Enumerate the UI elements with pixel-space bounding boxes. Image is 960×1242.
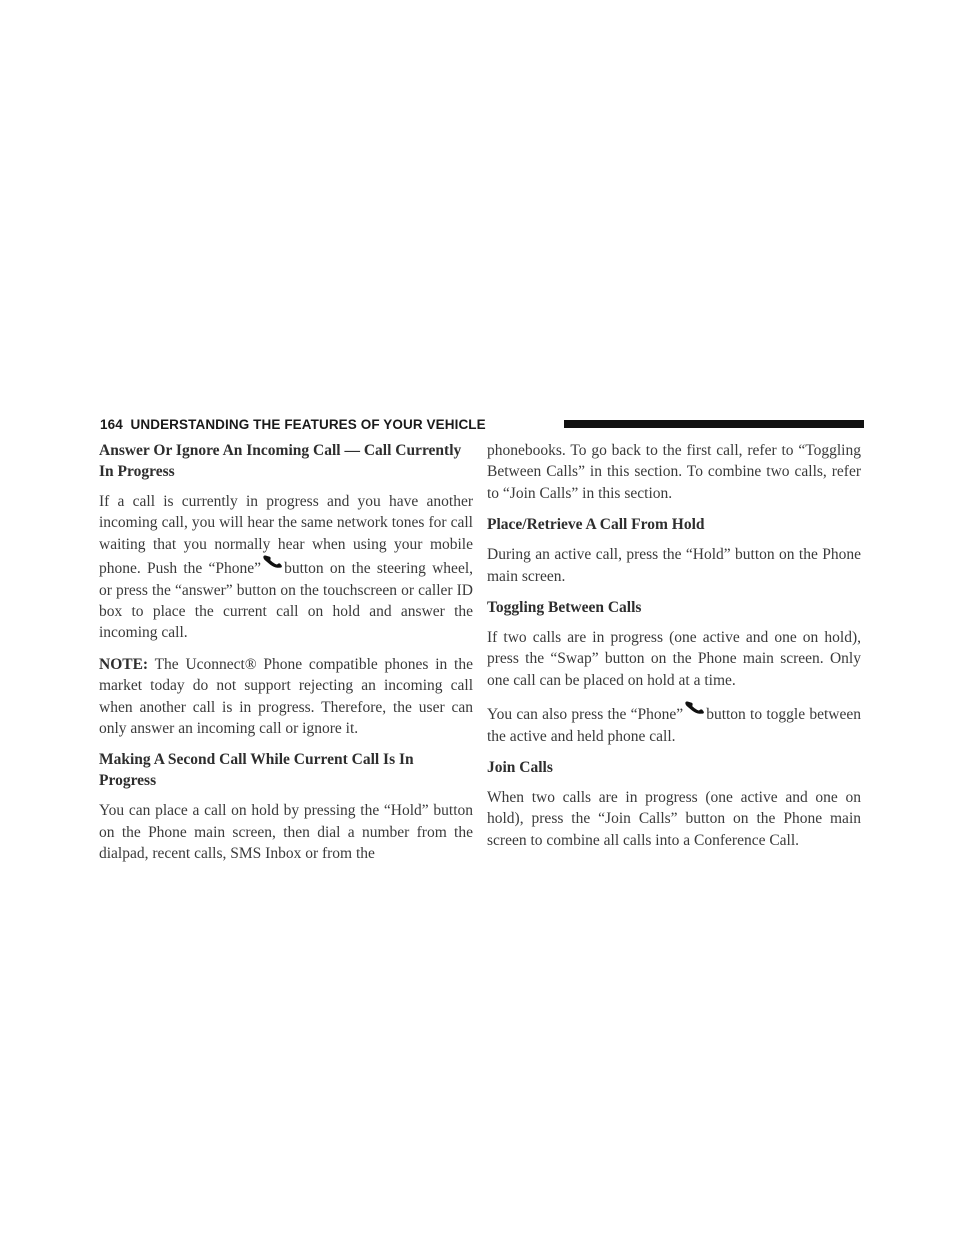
page-number: 164 — [100, 417, 123, 432]
note-text: The Uconnect® Phone compatible phones in the market today do not support rejecting an incoming call when another call is in progress. Therefore, the user can only answer an incoming call or ignore it. — [99, 655, 473, 738]
paragraph-toggle-phone — [487, 701, 861, 747]
paragraph-incoming-call — [99, 491, 473, 644]
paragraph-second-call: You can place a call on hold by pressing the “Hold” button on the Phone main screen, then dial a number from the dialpad, recent calls, SMS Inbox or from the — [99, 802, 473, 863]
paragraph-text: button to toggle between the active and held phone call. — [487, 706, 861, 745]
paragraph-join-calls: When two calls are in progress (one active and one on hold), press the “Join Calls” button on the Phone main screen to combine all calls into a Conference Call. — [487, 789, 861, 849]
section-title: UNDERSTANDING THE FEATURES OF YOUR VEHICLE — [130, 417, 486, 432]
page-header — [100, 416, 864, 434]
paragraph-continued: phonebooks. To go back to the first call, refer to “Toggling Between Calls” in this section. To combine two calls, refer to “Join Calls” in this section. — [487, 442, 861, 502]
phone-icon — [262, 555, 283, 569]
header-title — [100, 416, 486, 434]
note-paragraph — [99, 654, 473, 740]
header-rule — [564, 420, 864, 428]
paragraph-text: You can also press the “Phone” — [487, 706, 684, 724]
heading-answer-or-ignore: Answer Or Ignore An Incoming Call — Call Currently In Progress — [99, 442, 462, 480]
phone-icon — [684, 701, 705, 715]
note-label: NOTE: — [99, 655, 149, 673]
heading-second-call: Making A Second Call While Current Call Is In Progress — [99, 751, 414, 790]
right-column — [487, 440, 861, 861]
paragraph-text: If a call is currently in progress and you have another incoming call, you will hear the same network tones for call waiting that you normally hear when using your mobile phone. Push the “Phone” — [99, 493, 473, 578]
paragraph-swap: If two calls are in progress (one active and one on hold), press the “Swap” button on the Phone main screen. Only one call can be placed on hold at a time. — [487, 629, 861, 689]
heading-place-retrieve-hold: Place/Retrieve A Call From Hold — [487, 516, 705, 534]
heading-join-calls: Join Calls — [487, 759, 553, 777]
left-column — [99, 440, 473, 875]
heading-toggling: Toggling Between Calls — [487, 599, 642, 617]
paragraph-text: button on the steering wheel, or press the “answer” button on the touchscreen or caller ID box to place the current call on hold and answer the incoming call. — [99, 560, 473, 642]
paragraph-hold: During an active call, press the “Hold” button on the Phone main screen. — [487, 546, 861, 585]
